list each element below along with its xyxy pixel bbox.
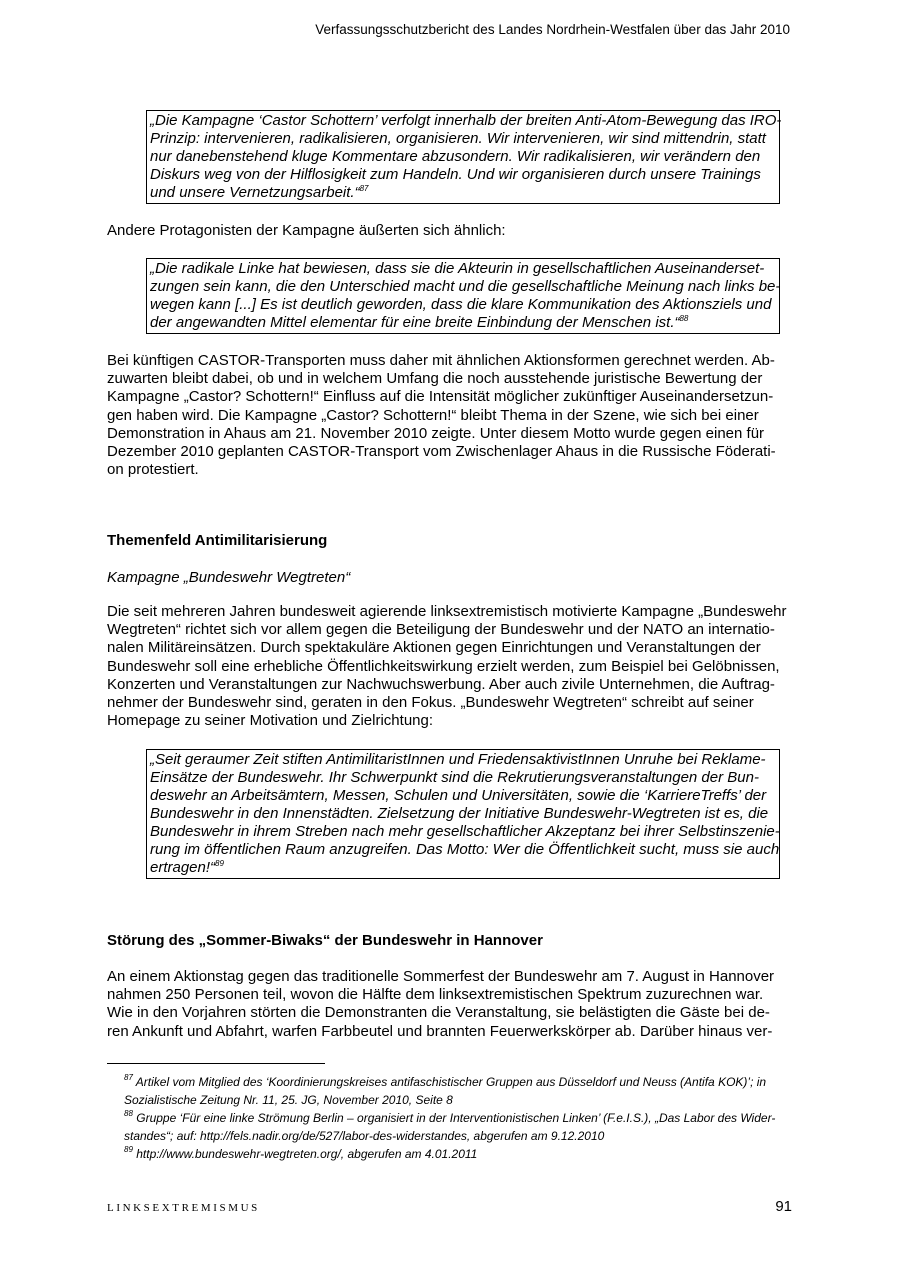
footnote-text: Artikel vom Mitglied des ‘Koordinierungskreises antifaschistischer Gruppen aus Düsseldorf und Neuss (Antifa KOK)’; in <box>135 1075 767 1089</box>
quote-line: Diskurs weg von der Hilflosigkeit zum Handeln. Und wir organisieren durch unsere Trainings <box>150 166 761 183</box>
footnote-text: standes“; auf: http://fels.nadir.org/de/527/labor-des-widerstandes, abgerufen am 9.12.2010 <box>124 1129 605 1143</box>
footnote-number: 88 <box>124 1109 133 1118</box>
quote-line <box>150 859 779 877</box>
text-line: Wegtreten“ richtet sich vor allem gegen die Beteiligung der Bundeswehr und der NATO an internatio- <box>107 621 775 639</box>
quote-line: Bundeswehr in den Innenstädten. Zielsetzung der Initiative Bundeswehr-Wegtreten ist es, die <box>150 805 769 822</box>
blockquote-antimilitaristinnen <box>146 749 780 879</box>
blockquote-castor-schottern <box>146 110 780 204</box>
quote-text: und unsere Vernetzungsarbeit.“ <box>150 184 360 201</box>
paragraph-hannover <box>107 968 774 1041</box>
paragraph-bundeswehr-wegtreten <box>107 603 787 730</box>
footnote-text: Gruppe ‘Für eine linke Strömung Berlin – organisiert in der Interventionistischen Linken’ (F.e.I.S.), „Das Labor des Wider- <box>136 1111 776 1125</box>
text-line: Dezember 2010 geplanten CASTOR-Transport vom Zwischenlager Ahaus in die Russische Föderati- <box>107 443 776 461</box>
footnote-number: 89 <box>124 1145 133 1154</box>
text-line: An einem Aktionstag gegen das traditionelle Sommerfest der Bundeswehr am 7. August in Hannover <box>107 968 775 985</box>
text-line: nalen Militäreinsätzen. Durch spektakuläre Aktionen gegen Einrichtungen und Veranstaltungen der <box>107 639 761 657</box>
paragraph: Andere Protagonisten der Kampagne äußerten sich ähnlich: <box>107 222 506 239</box>
text-line: Demonstration in Ahaus am 21. November 2010 zeigte. Unter diesem Motto wurde gegen einen für <box>107 424 765 442</box>
running-header: Verfassungsschutzbericht des Landes Nordrhein-Westfalen über das Jahr 2010 <box>315 22 790 37</box>
subheading-bundeswehr-wegtreten: Kampagne „Bundeswehr Wegtreten“ <box>107 569 351 586</box>
quote-line: Bundeswehr in ihrem Streben nach mehr gesellschaftlicher Akzeptanz bei ihrer Selbstinszenie- <box>150 823 780 840</box>
quote-line: deswehr an Arbeitsämtern, Messen, Schulen und Universitäten, sowie die ‘KarriereTreffs’ der <box>150 787 767 804</box>
text-line: Konzerten und Veranstaltungen zur Nachwuchswerbung. Aber auch zivile Unternehmen, die Auftrag- <box>107 675 775 693</box>
text-line: Homepage zu seiner Motivation und Zielrichtung: <box>107 712 434 730</box>
blockquote-radikale-linke <box>146 258 780 334</box>
text-line: gen haben wird. Die Kampagne „Castor? Schottern!“ bleibt Thema in der Szene, wie sich bei einer <box>107 406 759 424</box>
footnote-89 <box>124 1145 775 1163</box>
quote-text: der angewandten Mittel elementar für eine breite Einbindung der Menschen ist.“ <box>150 314 680 331</box>
footnote-number: 87 <box>124 1073 133 1082</box>
quote-line: Einsätze der Bundeswehr. Ihr Schwerpunkt sind die Rekrutierungsveranstaltungen der Bun- <box>150 769 759 786</box>
text-line: ren Ankunft und Abfahrt, warfen Farbbeutel und brannten Feuerwerkskörper ab. Darüber hinaus ver- <box>107 1022 773 1040</box>
quote-line: nur danebenstehend kluge Kommentare abzusondern. Wir radikalisieren, wir verändern den <box>150 148 761 165</box>
footnote-ref-89: 89 <box>215 859 224 868</box>
quote-line: wegen kann [...] Es ist deutlich geworden, dass die klare Kommunikation des Aktionsziels und <box>150 296 772 313</box>
text-line: Bundeswehr soll eine erhebliche Öffentlichkeitswirkung erzielt werden, zum Beispiel bei Gelöbnissen, <box>107 657 780 675</box>
text-line: Kampagne „Castor? Schottern!“ Einfluss auf die Intensität möglicher zukünftiger Auseinandersetzun- <box>107 388 774 406</box>
footnote-text: Sozialistische Zeitung Nr. 11, 25. JG, November 2010, Seite 8 <box>124 1093 453 1107</box>
quote-line: „Die radikale Linke hat bewiesen, dass sie die Akteurin in gesellschaftlichen Auseinanderset- <box>150 260 765 277</box>
footnote-divider <box>107 1063 325 1064</box>
paragraph-castor-transports <box>107 352 776 479</box>
text-line: on protestiert. <box>107 461 199 479</box>
footer-section-title: LINKSEXTREMISMUS <box>107 1202 260 1214</box>
text-line: zuwarten bleibt dabei, ob und in welchem Umfang die noch ausstehende juristische Bewertung der <box>107 370 763 388</box>
text-line: nehmer der Bundeswehr sind, geraten in den Fokus. „Bundeswehr Wegtreten“ schreibt auf seiner <box>107 694 754 712</box>
quote-text: ertragen!“ <box>150 859 216 876</box>
footnote-87 <box>124 1073 775 1091</box>
quote-line: rung im öffentlichen Raum anzugreifen. Das Motto: Wer die Öffentlichkeit sucht, muss sie auch <box>150 841 780 858</box>
footnote-text: http://www.bundeswehr-wegtreten.org/, abgerufen am 4.01.2011 <box>136 1147 478 1161</box>
footnote-ref-88: 88 <box>679 314 689 323</box>
text-line: Die seit mehreren Jahren bundesweit agierende linksextremistisch motivierte Kampagne „Bundeswehr <box>107 603 787 620</box>
page-number: 91 <box>775 1198 792 1215</box>
quote-line: „Seit geraumer Zeit stiften AntimilitaristInnen und FriedensaktivistInnen Unruhe bei Reklame- <box>150 751 766 768</box>
quote-line: Prinzip: intervenieren, radikalisieren, organisieren. Wir intervenieren, wir sind mittendrin, statt <box>150 130 766 147</box>
text-line: Wie in den Vorjahren störten die Demonstranten die Veranstaltung, sie belästigten die Gäste bei de- <box>107 1004 770 1022</box>
quote-line: zungen sein kann, die den Unterschied macht und die gesellschaftliche Meinung nach links be- <box>150 278 781 295</box>
text-line: nahmen 250 Personen teil, wovon die Hälfte dem linksextremistischen Spektrum zuzurechnen war. <box>107 986 764 1004</box>
quote-line <box>150 184 779 202</box>
footnote-88 <box>124 1109 775 1127</box>
section-heading-sommer-biwak: Störung des „Sommer-Biwaks“ der Bundeswehr in Hannover <box>107 932 543 949</box>
section-heading-antimilitarisierung: Themenfeld Antimilitarisierung <box>107 532 328 549</box>
footnotes <box>124 1073 775 1163</box>
text-line: Bei künftigen CASTOR-Transporten muss daher mit ähnlichen Aktionsformen gerechnet werden. Ab- <box>107 352 775 369</box>
footnote-ref-87: 87 <box>359 184 369 193</box>
quote-line: „Die Kampagne ‘Castor Schottern’ verfolgt innerhalb der breiten Anti-Atom-Bewegung das IRO- <box>150 112 782 129</box>
quote-line <box>150 314 779 332</box>
